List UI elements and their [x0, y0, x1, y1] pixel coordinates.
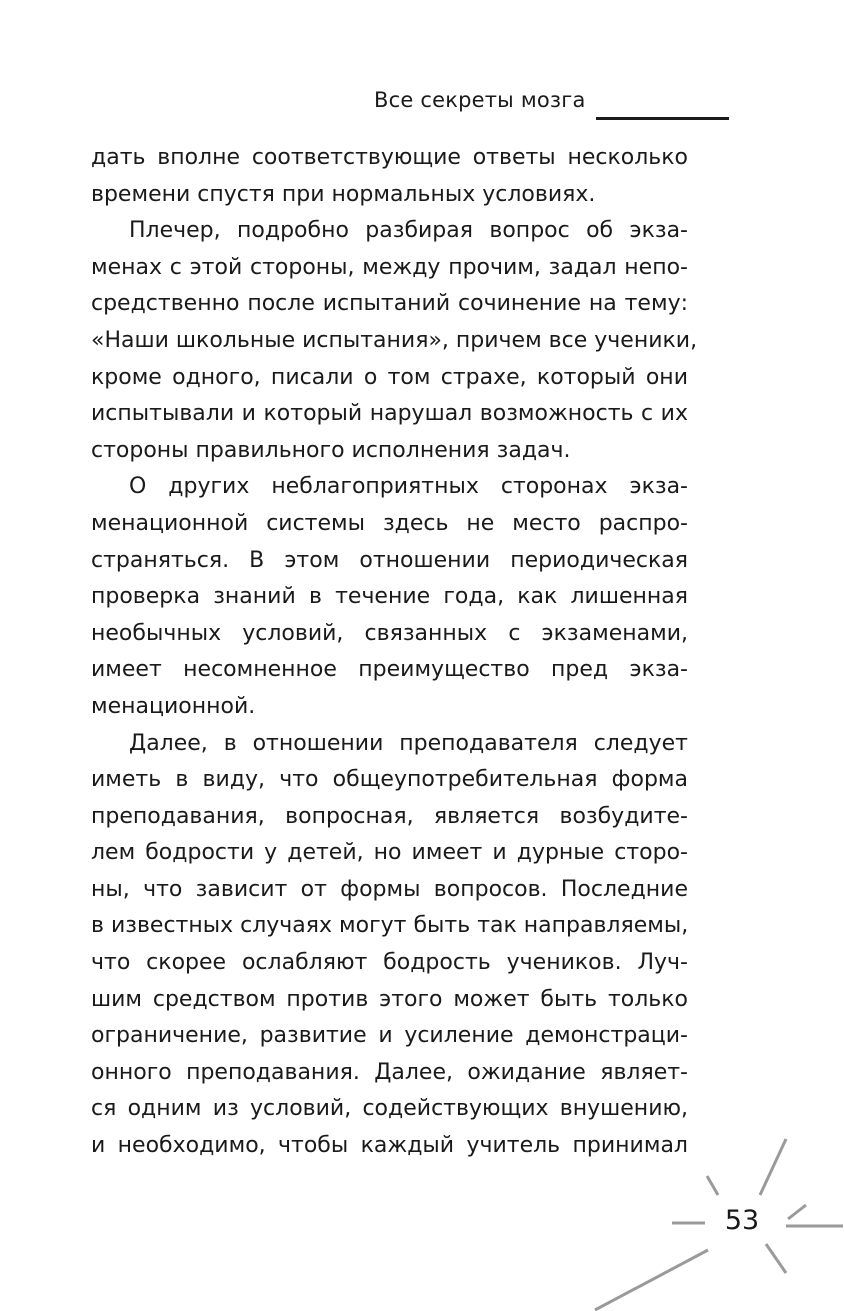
burst-ray: [788, 1205, 806, 1219]
text-line: страняться. В этом отношении периодическая: [91, 547, 688, 573]
text-line: необычных условий, связанных с экзаменами,: [91, 620, 688, 646]
burst-ray: [707, 1176, 718, 1195]
burst-ray: [595, 1250, 708, 1310]
text-line: менах с этой стороны, между прочим, задал непо-: [91, 254, 688, 280]
text-line: ны, что зависит от формы вопросов. Последние: [91, 876, 688, 902]
text-line: времени спустя при нормальных условиях.: [91, 181, 596, 207]
text-line: проверка знаний в течение года, как лишенная: [91, 584, 688, 610]
running-header-title: Все секреты мозга: [374, 88, 586, 112]
burst-ray: [760, 1139, 786, 1195]
text-line: «Наши школьные испытания», причем все ученики,: [91, 327, 698, 353]
text-line: преподавания, вопросная, является возбудите-: [91, 803, 688, 829]
page-number: 53: [724, 1205, 760, 1236]
text-line: ся одним из условий, содействующих внушению,: [91, 1096, 688, 1122]
text-line: иметь в виду, что общеупотребительная форма: [91, 767, 688, 793]
text-line: что скорее ослабляют бодрость учеников. Луч-: [91, 950, 688, 976]
text-line: стороны правильного исполнения задач.: [91, 437, 571, 463]
text-line: шим средством против этого может быть только: [91, 986, 688, 1012]
burst-rays: [595, 1139, 843, 1310]
text-line: ограничение, развитие и усиление демонстраци-: [91, 1023, 688, 1049]
text-line: менационной.: [91, 693, 256, 719]
text-line: и необходимо, чтобы каждый учитель принимал: [91, 1133, 688, 1159]
paragraph-first-line: Далее, в отношении преподавателя следует: [129, 730, 688, 756]
text-line: дать вполне соответствующие ответы несколько: [91, 145, 688, 170]
text-line: в известных случаях могут быть так направляемы,: [91, 913, 689, 939]
text-line: имеет несомненное преимущество пред экза-: [91, 657, 688, 683]
text-line: онного преподавания. Далее, ожидание являет-: [91, 1059, 688, 1085]
text-line: кроме одного, писали о том страхе, который они: [91, 364, 688, 390]
burst-ray: [766, 1244, 786, 1273]
text-line: средственно после испытаний сочинение на тему:: [91, 291, 688, 317]
text-line: лем бодрости у детей, но имеет и дурные сторо-: [91, 840, 688, 866]
paragraph-first-line: Плечер, подробно разбирая вопрос об экза-: [129, 218, 688, 244]
text-line: менационной системы здесь не место распро-: [91, 510, 688, 536]
paragraph-first-line: О других неблагоприятных сторонах экза-: [129, 474, 688, 500]
text-line: испытывали и который нарушал возможность с их: [91, 401, 688, 427]
